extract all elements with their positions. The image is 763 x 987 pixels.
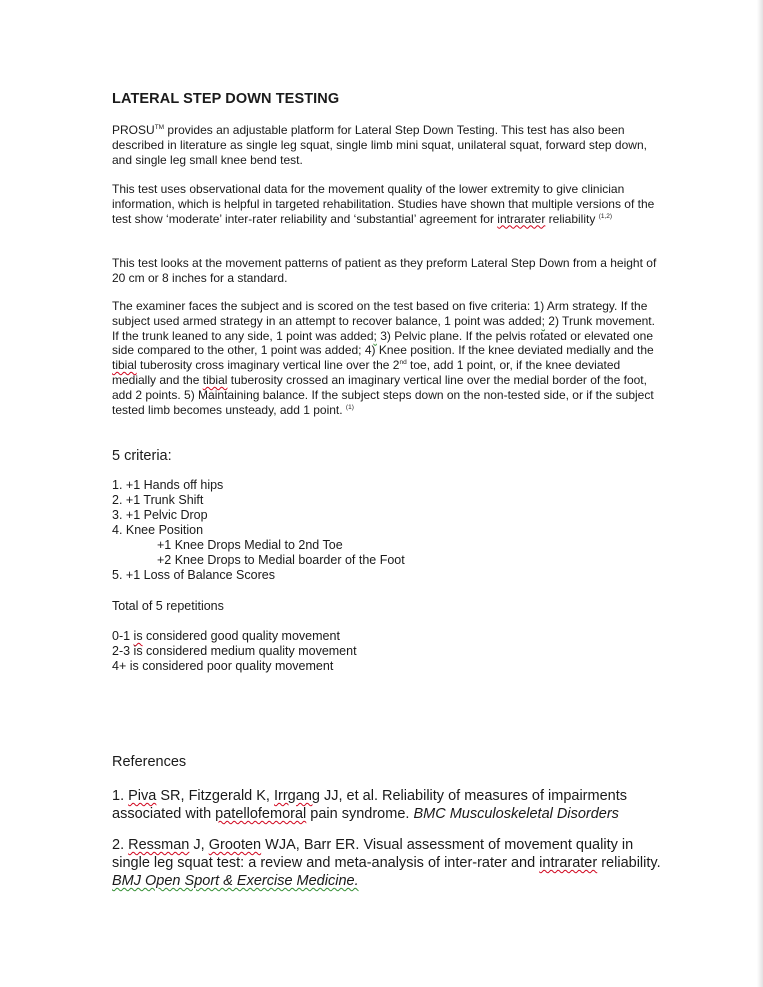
reference-text: J, <box>189 837 209 853</box>
scoring-text-f: tuberosity crossed an imaginary vertical line over the medial border of the foot, add 2 points. 5) Maintaining balance. If the subject steps down on the non-tested side, or if the subject tested limb becomes unsteady, add 1 point. <box>112 372 654 417</box>
misspelled-word: Piva <box>128 788 157 804</box>
height-paragraph: This test looks at the movement patterns of patient as they preform Lateral Step Down from a height of 20 cm or 8 inches for a standard. <box>112 256 657 285</box>
reference-text: JJ, et al. Reliability of measures of impairments associated with <box>112 788 627 822</box>
list-item: 1. +1 Hands off hips <box>112 478 224 492</box>
misspelled-word: tibial <box>202 372 228 387</box>
intro-text: provides an adjustable platform for Lateral Step Down Testing. This test has also been described in literature as single leg squat, single limb mini squat, unilateral squat, forward step down, and single leg small knee bend test. <box>112 123 647 167</box>
journal-name: BMC Musculoskeletal Disorders <box>413 806 619 822</box>
repetitions-note: Total of 5 repetitions <box>112 599 224 613</box>
misspelled-word: patellofemoral <box>215 806 307 822</box>
scoring-text-e: toe, add 1 point, or, if the knee deviated medially and the <box>112 358 621 387</box>
scoring-text-c: 3) Pelvic plane. If the pelvis rotated or elevated one side compared to the other, 1 point was added; 4) Knee position. If the knee deviated medially and the <box>112 328 654 358</box>
reference-text: SR, Fitzgerald K, <box>156 788 274 804</box>
scoring-text-a: The examiner faces the subject and is scored on the test based on five criteria: 1) Arm strategy. If the subject used armed strategy in an attempt to recover balance, 1 point was added <box>112 299 648 328</box>
grammar-flag: ; <box>541 313 545 328</box>
list-subitem: +2 Knee Drops to Medial boarder of the Foot <box>157 553 405 567</box>
list-item: 4+ is considered poor quality movement <box>112 659 334 673</box>
list-item: 5. +1 Loss of Balance Scores <box>112 568 275 582</box>
purpose-text-end: reliability <box>545 211 599 226</box>
scoring-text-d: tuberosity cross imaginary vertical line over the 2 <box>136 358 400 373</box>
misspelled-word: intrarater <box>497 211 546 226</box>
misspelled-word: tibial <box>112 358 137 373</box>
citation-mark: (1,2) <box>598 212 613 220</box>
criteria-heading: 5 criteria: <box>112 448 172 464</box>
trademark-mark: TM <box>154 124 165 131</box>
misspelled-word: intrarater <box>539 855 598 871</box>
misspelled-word: Ressman <box>128 837 190 853</box>
list-item: 2-3 is considered medium quality movement <box>112 644 357 658</box>
reference-text: pain syndrome. <box>306 806 414 822</box>
scoring-text-b: 2) Trunk movement. If the trunk leaned to any side, 1 point was added <box>112 313 655 343</box>
score-interpretation-list <box>112 629 357 674</box>
reference-item <box>112 787 662 823</box>
journal-name: BMJ Open Sport & Exercise Medicine. <box>112 873 359 889</box>
misspelled-word: is <box>133 629 143 643</box>
reference-number: 2. <box>112 837 129 853</box>
reference-number: 1. <box>112 788 129 804</box>
document-title: LATERAL STEP DOWN TESTING <box>112 91 340 107</box>
purpose-text: This test uses observational data for the movement quality of the lower extremity to give clinician information, which is helpful in targeted rehabilitation. Studies have shown that multiple versions of the test show ‘moderate’ inter-rater reliability and ‘substantial’ agreement for <box>112 182 655 226</box>
purpose-paragraph <box>112 182 657 226</box>
misspelled-word: Grooten <box>208 837 262 853</box>
intro-paragraph <box>112 123 657 167</box>
list-subitem: +1 Knee Drops Medial to 2nd Toe <box>157 538 343 552</box>
list-item: 4. Knee Position <box>112 523 204 537</box>
reference-text: reliability. <box>597 855 661 871</box>
list-item: 2. +1 Trunk Shift <box>112 493 204 507</box>
ordinal-suffix: nd <box>399 359 407 367</box>
list-item <box>112 629 357 644</box>
grammar-flag: ; <box>373 328 377 343</box>
brand-name: PROSU <box>112 123 155 137</box>
score-range: 0-1 <box>112 629 134 643</box>
scoring-paragraph <box>112 299 657 417</box>
references-heading: References <box>112 754 187 770</box>
score-description: considered good quality movement <box>142 629 340 643</box>
criteria-list <box>112 478 405 583</box>
reference-text: WJA, Barr ER. Visual assessment of movement quality in single leg squat test: a review and meta-analysis of inter-rater and <box>112 837 634 871</box>
page-edge-shadow <box>757 0 763 987</box>
citation-mark: (1) <box>345 403 354 411</box>
misspelled-word: Irrgang <box>274 788 320 804</box>
reference-item <box>112 836 662 890</box>
list-item: 3. +1 Pelvic Drop <box>112 508 208 522</box>
